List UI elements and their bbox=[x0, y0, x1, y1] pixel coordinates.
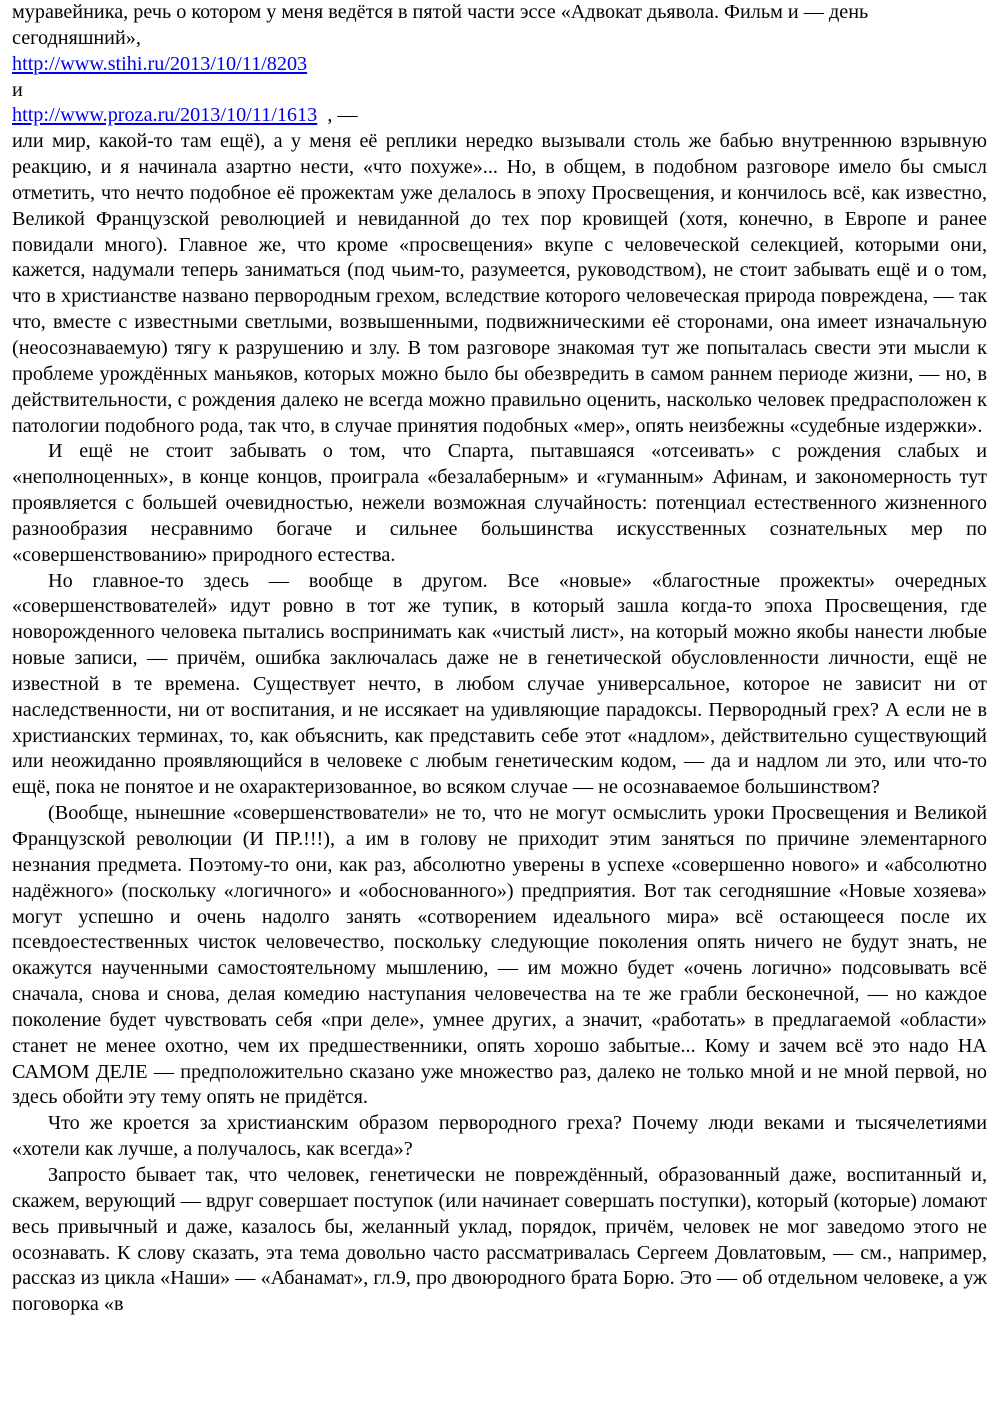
paragraph-5: Что же кроется за христианским образом первородного греха? Почему люди веками и тысячелетиями «хотели как лучше, а получалось, как всегда»? bbox=[12, 1112, 987, 1161]
proza-link[interactable]: http://www.proza.ru/2013/10/11/1613 bbox=[12, 104, 318, 127]
paragraph-3: Но главное-то здесь — вообще в другом. Все «новые» «благостные прожекты» очередных «совершенствователей» идут ровно в тот же тупик, в который зашла когда-то эпоха Просвещения, где новорожденного человека пытались воспринимать как «чистый лист», на который можно якобы нанести любые новые записи, — причём, ошибка заключалась даже не в генетической обусловленности личности, ещё не известной в те времена. Существует нечто, в любом случае универсальное, которое не зависит ни от наследственности, ни от воспитания, и не иссякает на удивляющие парадоксы. Первородный грех? А если не в христианских терминах, то, как объяснить, как представить себе этот «надлом», действительно существующий или неожиданно проявляющийся в человеке с любым генетическим кодом, — да и надлом ли это, или что-то ещё, пока не понятое и не охарактеризованное, во всяком случае — не осознаваемое большинством? bbox=[12, 569, 987, 799]
intro-line-1: муравейника, речь о котором у меня ведётся в пятой части эссе «Адвокат дьявола. Фильм и — день bbox=[12, 1, 869, 23]
intro-line-2: сегодняшний», bbox=[12, 26, 141, 49]
link-dash: , — bbox=[317, 104, 358, 127]
proza-link-line bbox=[12, 103, 987, 129]
paragraph-1: или мир, какой-то там ещё), а у меня её реплики нередко вызывали столь же бабью внутреннюю взрывную реакцию, и я начинала азартно нести, «что похуже»... Но, в общем, в подобном разговоре имело бы смысл отметить, что нечто подобное её прожектам уже делалось в эпоху Просвещения, и кончилось всё, как известно, Великой Французской революцией и невиданной до тех пор кровищей (хотя, конечно, в Европе и ранее повидали много). Главное же, что кроме «просвещения» вкупе с человеческой селекцией, которыми они, кажется, надумали теперь заниматься (под чьим-то, разумеется, руководством), не стоит забывать ещё и о том, что в христианстве названо первородным грехом, вследствие которого человеческая природа повреждена, — так что, вместе с известными светлыми, возвышенными, подвижническими её сторонами, она имеет изначальную (неосознаваемую) тягу к разрушению и злу. В том разговоре знакомая тут же попыталась свести эти мысли к проблеме урождённых маньяков, которых можно было бы обезвредить в самом раннем периоде жизни, — но, в действительности, с рождения далеко не всегда можно правильно оценить, насколько человек предрасположен к патологии подобного рода, так что, в случае принятия подобных «мер», опять неизбежны «судебные издержки». bbox=[12, 130, 987, 437]
stihi-link-line bbox=[12, 52, 987, 78]
paragraph-4: (Вообще, нынешние «совершенствователи» не то, что не могут осмыслить уроки Просвещения и Великой Французской революции (И ПР.!!!), а им в голову не приходит этим заняться по причине элементарного незнания предмета. Поэтому-то они, как раз, абсолютно уверены в успехе «совершенно нового» и «абсолютно надёжного» (поскольку «логичного» и «обоснованного») предприятия. Вот так сегодняшние «Новые хозяева» могут успешно и очень надолго занять «сотворением идеального мира» всё остающееся после их псевдоестественных чисток человечество, поскольку следующие поколения опять ничего не будут знать, не окажутся наученными самостоятельному мышлению, — им можно будет «очень логично» подсовывать всё сначала, снова и снова, делая комедию наступания человечества на те же грабли бесконечной, — но каждое поколение будет чувствовать себя «при деле», умнее других, а значит, «работать» в предлагаемой «области» станет не менее охотно, чем их предшественники, опять хорошо забытые... Кому и зачем всё это надо НА САМОМ ДЕЛЕ — предположительно сказано уже множество раз, далеко не только мной и не мной первой, но здесь обойти эту тему опять не придётся. bbox=[12, 802, 987, 1109]
conjunction-line: и bbox=[12, 78, 23, 101]
paragraph-6: Запросто бывает так, что человек, генетически не повреждённый, образованный даже, воспитанный и, скажем, верующий — вдруг совершает поступок (или начинает совершать поступки), который (которые) ломают весь привычный и даже, казалось бы, желанный уклад, порядок, причём, человек не мог заведомо этого не осознавать. К слову сказать, эта тема довольно часто рассматривалась Сергеем Довлатовым, — см., например, рассказ из цикла «Наши» — «Абанамат», гл.9, про двоюродного брата Борю. Это — об отдельном человеке, а уж поговорка «в bbox=[12, 1163, 987, 1316]
document-page bbox=[12, 0, 987, 1318]
paragraph-2: И ещё не стоит забывать о том, что Спарта, пытавшаяся «отсеивать» с рождения слабых и «неполноценных», в конце концов, проиграла «безалаберным» и «гуманным» Афинам, и закономерность тут проявляется с большей очевидностью, нежели возможная случайность: потенциал естественного жизненного разнообразия несравнимо богаче и сильнее большинства искусственных сознательных мер по «совершенствованию» природного естества. bbox=[12, 440, 987, 566]
stihi-link[interactable]: http://www.stihi.ru/2013/10/11/8203 bbox=[12, 52, 308, 75]
